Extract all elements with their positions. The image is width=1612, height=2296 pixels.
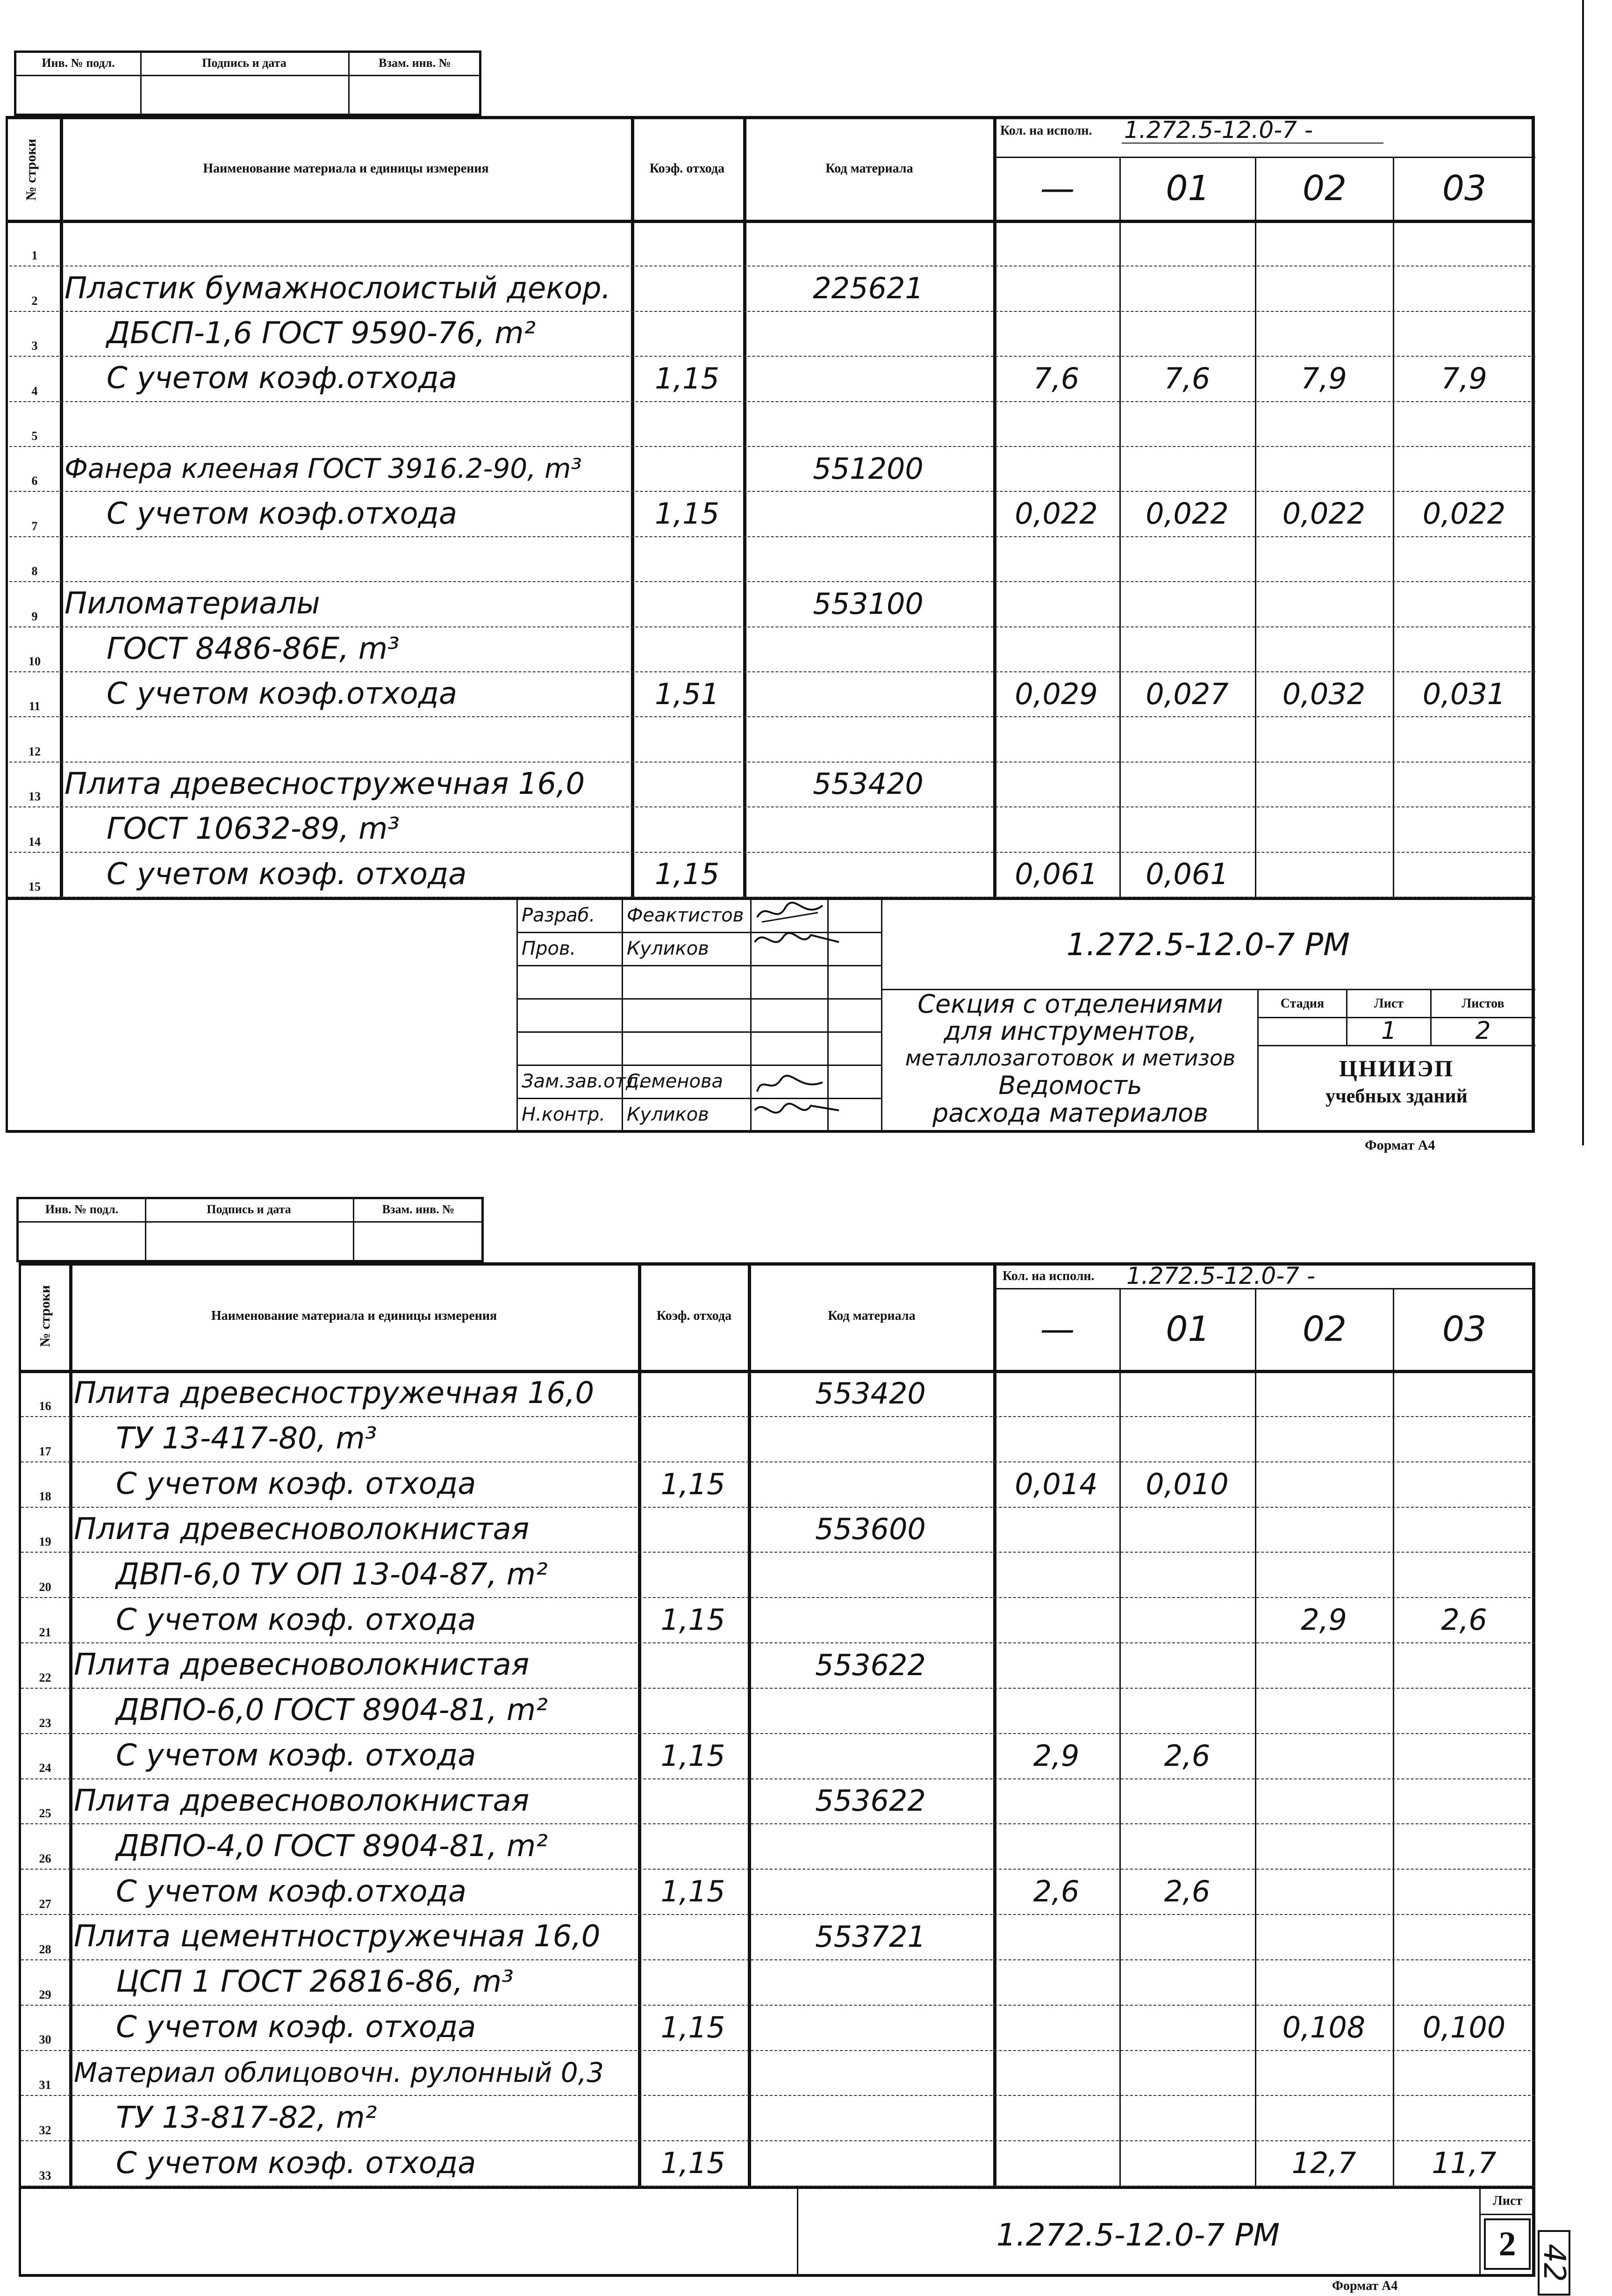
quantity-variant-2 [1255,1371,1393,1416]
sheet-value: 1 [1381,1017,1397,1045]
quantity-variant-0: 0,022 [1015,497,1098,531]
coefficient: 1,15 [660,1467,725,1501]
row-number: 24 [39,1761,51,1775]
material-name: С учетом коэф. отхода [116,1602,476,1637]
material-code [748,2050,993,2095]
row-number: 33 [39,2168,51,2182]
quantity-variant-0 [993,1642,1119,1688]
quantity-variant-1 [1119,1552,1255,1597]
quantity-variant-2: 2,9 [1301,1603,1347,1637]
row-number: 26 [39,1852,51,1866]
coefficient [638,1688,748,1733]
quantity-variant-0 [993,1371,1119,1416]
quantity-variant-3 [1393,1733,1535,1778]
material-name: Плита древесноволокнистая [74,1648,530,1683]
vzam-label: Взам. инв. № [379,56,451,70]
material-name: Материал облицовочн. рулонный 0,3 [74,2056,604,2088]
material-code [748,1869,993,1914]
quantity-variant-3 [1393,1642,1535,1688]
variant2-header-0: — [1040,1309,1075,1349]
quantity-variant-1: 0,061 [1146,857,1229,892]
sheet2-format: Формат А4 [1332,2279,1398,2293]
quantity-variant-2: 0,032 [1282,677,1366,711]
coefficient [638,1823,748,1869]
quantity-variant-2 [1255,1642,1393,1688]
material-name: С учетом коэф.отхода [107,361,458,396]
sheet2-sheet-label: Лист [1492,2193,1523,2208]
quantity-variant-1 [1119,1778,1255,1824]
sign-date-label-2: Подпись и дата [207,1202,291,1216]
description-line-5: расхода материалов [932,1098,1208,1128]
org-sub: учебных зданий [1325,1086,1468,1107]
row-number: 18 [39,1490,51,1504]
quantity-variant-3: 2,6 [1441,1603,1487,1637]
quantity-variant-1 [1119,2005,1255,2050]
quantity-variant-3 [1393,2095,1535,2140]
quantity-variant-0: 7,6 [1033,361,1080,396]
quantity-variant-1 [1119,1507,1255,1552]
quantity-variant-3 [1393,2050,1535,2095]
description-line-4: Ведомость [998,1070,1142,1100]
material-code [748,1688,993,1733]
material-code: 553100 [813,586,924,621]
material-name: ТУ 13-417-80, m³ [116,1421,377,1456]
row-number: 19 [39,1535,51,1549]
coefficient: 1,15 [654,497,720,531]
material-code [748,2140,993,2186]
coefficient: 1,15 [660,1738,725,1773]
material-code: 553420 [813,767,924,801]
quantity-variant-0: 2,6 [1033,1874,1080,1909]
material-name: ГОСТ 10632-89, m³ [107,812,400,847]
row-number: 17 [39,1444,51,1458]
quantity-variant-0 [993,1959,1119,2005]
quantity-variant-0: 0,029 [1015,677,1098,711]
material-name: Плита древесностружечная 16,0 [74,1376,595,1411]
row-number: 25 [39,1807,51,1821]
material-name: Плита цементностружечная 16,0 [74,1919,601,1954]
row-number: 1 [31,249,38,263]
quantity-variant-0 [993,1688,1119,1733]
quantity-variant-3 [1393,1688,1535,1733]
doc-prefix-2: 1.272.5-12.0-7 - [1126,1262,1316,1289]
title-person-name: Куликов [627,937,709,959]
quantity-variant-3: 0,031 [1422,677,1506,711]
material-name: С учетом коэф. отхода [116,1467,476,1502]
material-name: Пиломатериалы [64,586,320,621]
quantity-variant-0: 0,061 [1015,857,1098,892]
material-code: 553721 [815,1919,926,1954]
row-number: 6 [31,474,38,488]
row-number: 7 [31,519,38,533]
quantity-variant-2 [1255,1869,1393,1914]
material-name: С учетом коэф. отхода [116,2010,476,2045]
material-name: С учетом коэф.отхода [116,1874,467,1909]
description-line-2: для инструментов, [943,1016,1197,1046]
material-code: 553420 [815,1376,926,1411]
row-number: 10 [29,654,41,668]
quantity-variant-3 [1393,1461,1535,1507]
material-name: ДВПО-4,0 ГОСТ 8904-81, m² [116,1828,548,1864]
quantity-variant-2 [1255,1461,1393,1507]
row-number: 3 [31,339,38,353]
quantity-variant-2 [1255,1914,1393,1959]
row-number: 31 [39,2078,51,2092]
quantity-variant-3: 0,022 [1422,497,1506,531]
row-number: 20 [39,1580,51,1594]
quantity-variant-1: 0,027 [1146,677,1229,711]
stage-label: Стадия [1280,996,1325,1011]
quantity-variant-3 [1393,1823,1535,1869]
variant-header-0: — [1040,168,1075,209]
material-code: 553600 [815,1512,926,1547]
quantity-variant-1: 2,6 [1164,1738,1211,1773]
material-name: Плита древесноволокнистая [74,1783,530,1818]
title-role: Зам.зав.отд. [522,1070,645,1092]
quantity-variant-0 [993,1823,1119,1869]
sheet2-sheet-value: 2 [1484,2218,1531,2270]
quantity-variant-0 [993,1416,1119,1461]
quantity-variant-1 [1119,1371,1255,1416]
quantity-variant-0: 0,014 [1015,1467,1098,1501]
quantity-variant-3 [1393,1371,1535,1416]
material-code [748,1959,993,2005]
quantity-variant-3 [1393,1778,1535,1824]
quantity-variant-3 [1393,1552,1535,1597]
quantity-variant-0 [993,1552,1119,1597]
quantity-variant-2: 7,9 [1301,361,1347,396]
name-header: Наименование материала и единицы измерения [203,161,489,176]
row-number: 27 [39,1897,51,1911]
row-number: 12 [29,744,41,758]
coefficient [638,2095,748,2140]
quantity-variant-1 [1119,1597,1255,1642]
quantity-variant-0: 2,9 [1033,1738,1080,1773]
quantity-variant-2: 12,7 [1291,2146,1356,2181]
row-number: 28 [39,1942,51,1956]
quantity-variant-1 [1119,1642,1255,1688]
coefficient: 1,15 [660,1874,725,1909]
quantity-variant-0 [993,1914,1119,1959]
vzam-label-2: Взам. инв. № [382,1202,455,1216]
material-name: С учетом коэф. отхода [116,2145,476,2181]
material-code [748,1552,993,1597]
coefficient [638,1642,748,1688]
material-name: С учетом коэф.отхода [107,677,458,712]
coefficient: 1,51 [654,677,720,711]
execution-label-2: Кол. на исполн. [1003,1269,1095,1283]
coefficient [638,2050,748,2095]
material-name: С учетом коэф.отхода [107,496,458,531]
variant2-header-3: 03 [1442,1309,1487,1349]
quantity-variant-2 [1255,2095,1393,2140]
title-person-name: Семенова [627,1070,724,1092]
variant-header-1: 01 [1166,168,1210,209]
row-number: 4 [31,384,38,398]
coefficient: 1,15 [654,857,720,892]
row-number: 22 [39,1670,51,1684]
material-code [748,2005,993,2050]
material-name: ЦСП 1 ГОСТ 26816-86, m³ [116,1965,514,2000]
quantity-variant-0 [993,1778,1119,1824]
quantity-variant-3: 11,7 [1432,2146,1497,2181]
quantity-variant-2 [1255,2050,1393,2095]
material-name: ГОСТ 8486-86Е, m³ [107,631,400,666]
title-role: Н.контр. [522,1103,605,1125]
material-code: 225621 [813,271,924,306]
row-number: 29 [39,1987,51,2001]
row-no-header: № строки [23,138,39,201]
quantity-variant-1 [1119,1416,1255,1461]
title-role: Пров. [522,937,576,959]
variant-header-3: 03 [1442,168,1487,209]
quantity-variant-0 [993,2095,1119,2140]
sheet1-format: Формат А4 [1365,1137,1435,1153]
right-binding-edge [1582,0,1584,1145]
row-number: 21 [39,1625,51,1639]
doc-prefix: 1.272.5-12.0-7 - [1124,116,1313,144]
quantity-variant-1: 0,010 [1146,1467,1229,1501]
material-name: ТУ 13-817-82, m² [116,2100,377,2135]
sheet1-doc-code: 1.272.5-12.0-7 РМ [1066,926,1350,963]
quantity-variant-1 [1119,2140,1255,2186]
row-number: 16 [39,1399,51,1413]
coefficient [638,1959,748,2005]
quantity-variant-1 [1119,1959,1255,2005]
coefficient: 1,15 [660,1603,725,1637]
material-name: Пластик бумажнослоистый декор. [64,271,611,306]
quantity-variant-2 [1255,1507,1393,1552]
row-number: 13 [29,790,41,804]
quantity-variant-2: 0,022 [1282,497,1366,531]
row-number: 8 [31,564,38,578]
quantity-variant-2 [1255,1416,1393,1461]
sheet-label: Лист [1374,996,1404,1011]
material-code [748,1461,993,1507]
material-code [748,1597,993,1642]
quantity-variant-0 [993,2005,1119,2050]
code-header: Код материала [825,161,913,176]
material-name: ДВП-6,0 ТУ ОП 13-04-87, m² [116,1557,548,1592]
row-separator [21,2186,1535,2187]
title-person-name: Куликов [627,1103,709,1125]
quantity-variant-2 [1255,1733,1393,1778]
org-name: ЦНИИЭП [1339,1055,1454,1081]
row-number: 23 [39,1716,51,1730]
material-code: 553622 [815,1784,926,1818]
quantity-variant-2: 0,108 [1282,2010,1366,2044]
row-number: 14 [29,835,41,849]
inv-label: Инв. № подл. [42,56,115,70]
sheets-value: 2 [1475,1017,1491,1045]
material-name: Плита древесностружечная 16,0 [64,766,585,801]
variant2-header-1: 01 [1166,1309,1210,1349]
variant2-header-2: 02 [1302,1309,1347,1349]
sheets-label: Листов [1462,996,1505,1011]
title-role: Разраб. [522,904,595,926]
material-name: С учетом коэф. отхода [107,857,467,892]
material-name: ДБСП-1,6 ГОСТ 9590-76, m² [107,316,536,351]
quantity-variant-0 [993,2050,1119,2095]
sign-date-label: Подпись и дата [202,56,287,70]
coefficient: 1,15 [660,2146,725,2181]
quantity-variant-0 [993,2140,1119,2186]
coefficient [638,1371,748,1416]
material-name: С учетом коэф. отхода [116,1738,476,1773]
material-code: 553622 [815,1648,926,1682]
row-number: 5 [31,429,38,443]
row-no-header-2: № строки [37,1285,53,1347]
coefficient [638,1507,748,1552]
quantity-variant-2 [1255,1778,1393,1824]
row-number: 15 [29,879,41,893]
coef-header: Коэф. отхода [649,161,725,176]
coefficient: 1,15 [660,2010,725,2044]
coefficient [638,1914,748,1959]
material-code [748,1416,993,1461]
variant-header-2: 02 [1302,168,1347,209]
material-code [748,1733,993,1778]
quantity-variant-3 [1393,1959,1535,2005]
quantity-variant-3 [1393,1416,1535,1461]
coefficient [638,1416,748,1461]
quantity-variant-3: 7,9 [1441,361,1487,396]
quantity-variant-0 [993,1597,1119,1642]
quantity-variant-3 [1393,1914,1535,1959]
row-number: 30 [39,2033,51,2047]
sheet2-doc-code: 1.272.5-12.0-7 РМ [996,2217,1280,2253]
material-name: ДВПО-6,0 ГОСТ 8904-81, m² [116,1693,548,1728]
coef-header-2: Коэф. отхода [656,1309,732,1324]
quantity-variant-1: 0,022 [1146,497,1229,531]
row-number: 11 [29,699,41,713]
description-line-1: Секция с отделениями [917,989,1223,1019]
inv-label-2: Инв. № подл. [45,1202,119,1216]
quantity-variant-1: 2,6 [1164,1874,1211,1909]
quantity-variant-3 [1393,1869,1535,1914]
material-name: Фанера клееная ГОСТ 3916.2-90, m³ [64,453,582,485]
coefficient [638,1552,748,1597]
row-number: 9 [31,609,38,623]
name-header-2: Наименование материала и единицы измерения [211,1309,497,1324]
quantity-variant-1 [1119,1688,1255,1733]
quantity-variant-2 [1255,1823,1393,1869]
material-name: Плита древесноволокнистая [74,1511,530,1547]
quantity-variant-1: 7,6 [1164,361,1211,396]
row-number: 32 [39,2123,51,2138]
quantity-variant-0 [993,1507,1119,1552]
execution-label: Кол. на исполн. [1000,123,1092,138]
quantity-variant-1 [1119,2095,1255,2140]
coefficient: 1,15 [654,361,720,396]
quantity-variant-1 [1119,1823,1255,1869]
quantity-variant-2 [1255,1688,1393,1733]
code-header-2: Код материала [828,1309,916,1324]
quantity-variant-1 [1119,1914,1255,1959]
quantity-variant-2 [1255,1552,1393,1597]
material-code [748,2095,993,2140]
quantity-variant-1 [1119,2050,1255,2095]
description-line-3: металлозаготовок и метизов [905,1045,1236,1071]
material-code [748,1823,993,1869]
material-code: 551200 [813,451,924,486]
title-person-name: Феактистов [627,904,744,926]
quantity-variant-2 [1255,1959,1393,2005]
quantity-variant-3: 0,100 [1422,2010,1506,2044]
row-number: 2 [31,294,38,308]
quantity-variant-3 [1393,1507,1535,1552]
margin-number: 42 [1537,2244,1571,2282]
coefficient [638,1778,748,1824]
